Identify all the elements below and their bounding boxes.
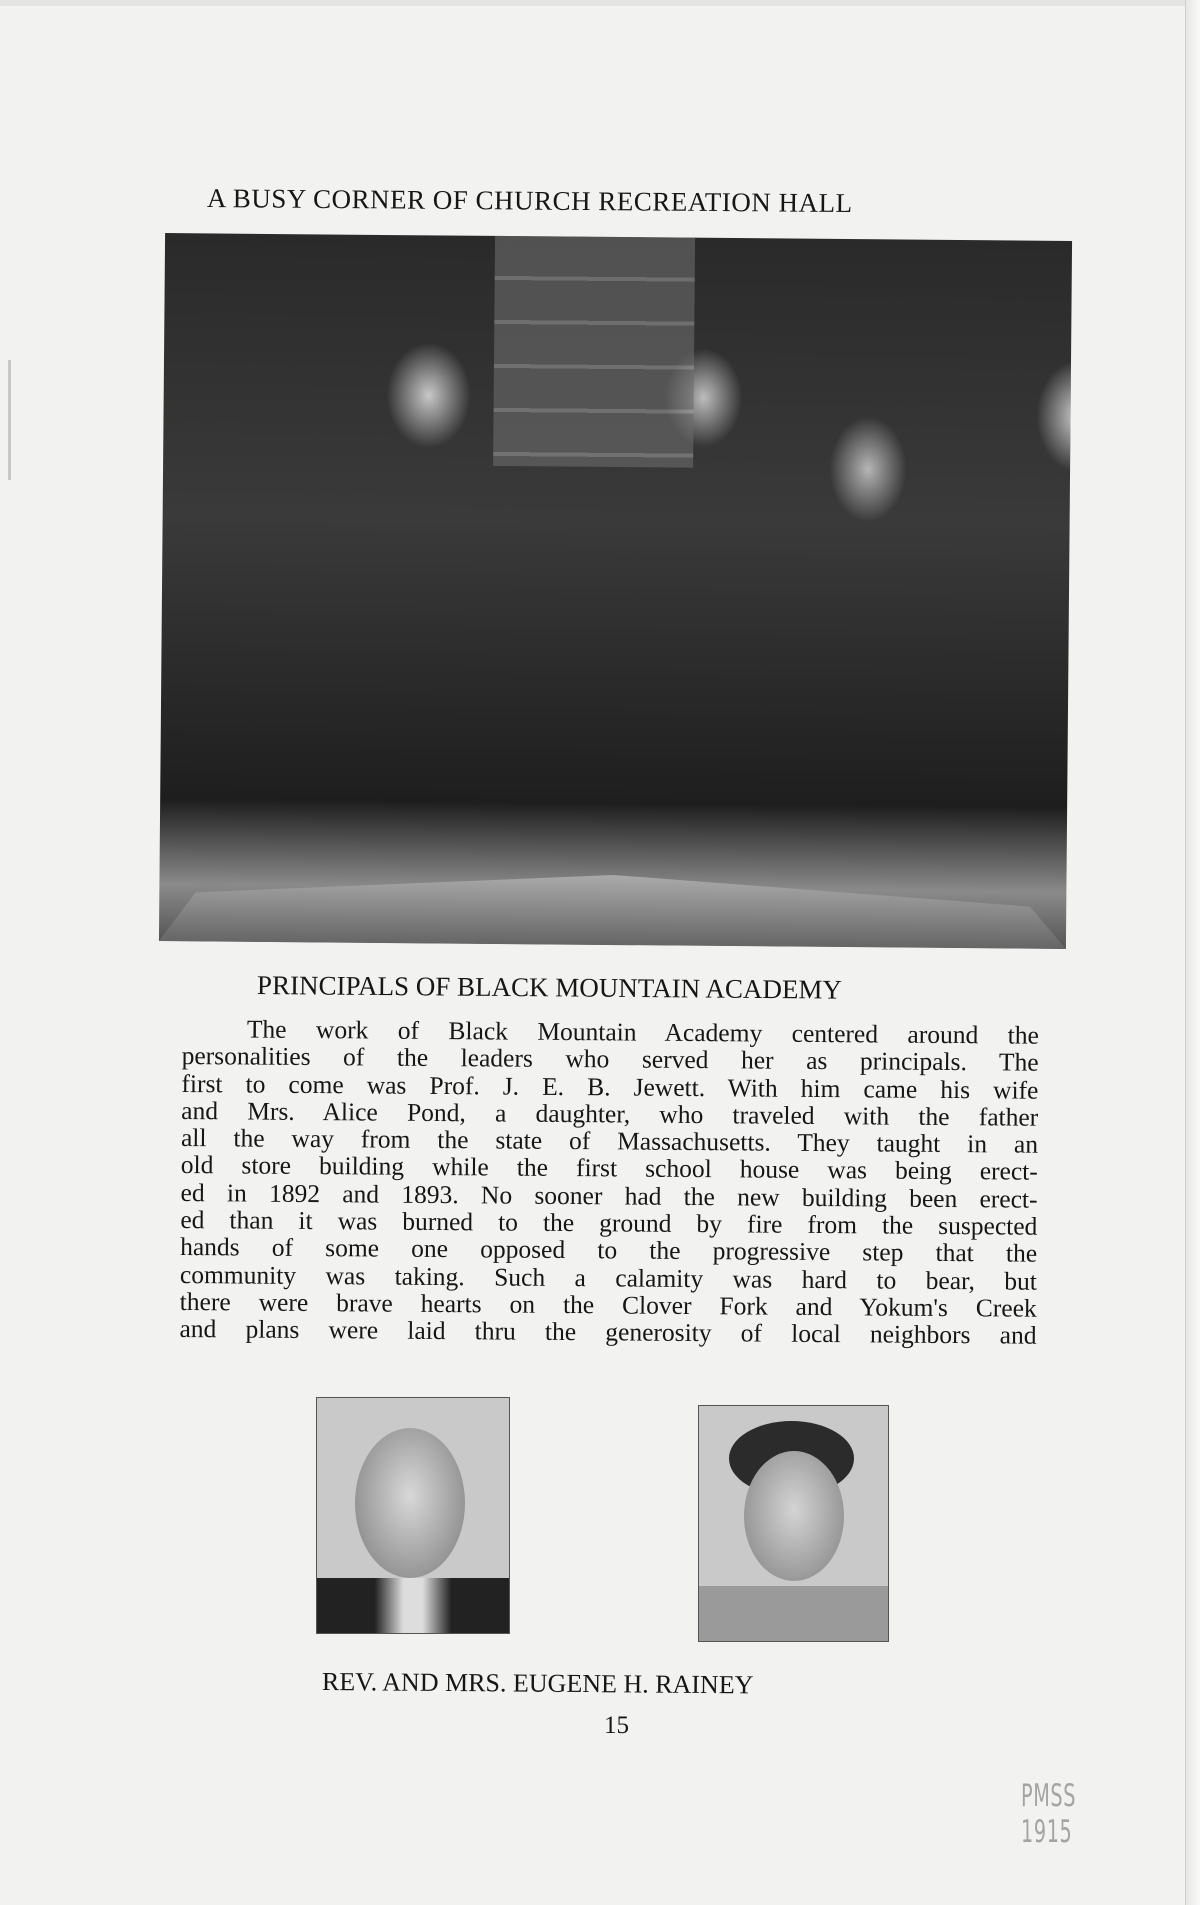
paragraph-line: ed in 1892 and 1893. No sooner had the new building been erect- (180, 1177, 1038, 1214)
paragraph-line: ed than it was burned to the ground by fire from the suspected (180, 1205, 1038, 1241)
recreation-hall-photo (159, 233, 1072, 949)
portrait-rev-rainey (316, 1397, 510, 1634)
page-top-edge (0, 0, 1200, 6)
paragraph-line: and plans were laid thru the generosity of local neighbors and (179, 1314, 1037, 1350)
photo-title: A BUSY CORNER OF CHURCH RECREATION HALL (206, 183, 853, 219)
page-number: 15 (604, 1712, 629, 1739)
paragraph-line: and Mrs. Alice Pond, a daughter, who traveled with the father (181, 1095, 1039, 1132)
page-right-edge (1185, 0, 1200, 1905)
game-board (159, 871, 1067, 949)
face (744, 1451, 844, 1581)
paragraph-line: hands of some one opposed to the progressive step that the (180, 1232, 1038, 1269)
brick-wall (493, 236, 695, 468)
binding-mark (8, 360, 11, 480)
paragraph-line: first to come was Prof. J. E. B. Jewett. With him came his wife (181, 1068, 1039, 1105)
paragraph-line: there were brave hearts on the Clover Fork and Yokum's Creek (179, 1286, 1037, 1323)
face (355, 1428, 465, 1578)
paragraph-line: old store building while the first school house was being erect- (180, 1150, 1038, 1187)
paragraph-line: The work of Black Mountain Academy centered around the (246, 1014, 1039, 1050)
portrait-mrs-rainey (698, 1405, 889, 1642)
section-heading: PRINCIPALS OF BLACK MOUNTAIN ACADEMY (256, 970, 843, 1005)
archive-stamp: PMSS 1915 (1021, 1778, 1077, 1850)
dress (699, 1586, 888, 1641)
suit (317, 1578, 509, 1633)
paragraph-line: personalities of the leaders who served her as principals. The (181, 1041, 1039, 1078)
portrait-caption: REV. AND MRS. EUGENE H. RAINEY (321, 1667, 754, 1700)
body-paragraph (179, 1015, 1039, 1349)
paragraph-line: community was taking. Such a calamity was hard to bear, but (179, 1259, 1038, 1296)
paragraph-line: all the way from the state of Massachusetts. They taught in an (180, 1123, 1039, 1159)
